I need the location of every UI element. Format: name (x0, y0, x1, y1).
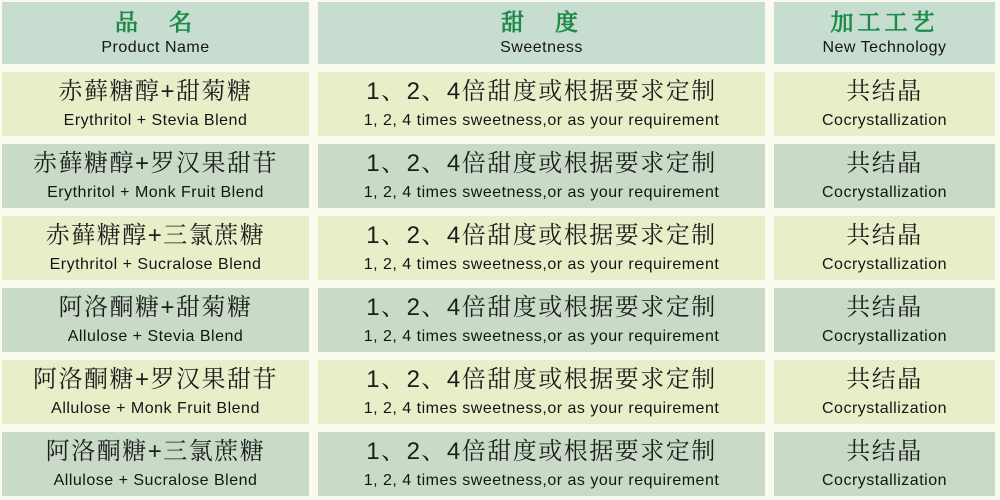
sweetness-cell (318, 288, 765, 352)
technology-zh: 共结晶 (846, 150, 923, 177)
header-cell-sweetness (318, 2, 765, 64)
sweetness-en: 1, 2, 4 times sweetness,or as your requirement (363, 184, 720, 201)
sweetness-en: 1, 2, 4 times sweetness,or as your requirement (363, 328, 720, 345)
product-name-en: Allulose + Sucralose Blend (53, 472, 258, 489)
technology-en: Cocrystallization (822, 184, 947, 201)
technology-cell (774, 360, 995, 424)
sweetness-en: 1, 2, 4 times sweetness,or as your requirement (363, 112, 720, 129)
product-cell (2, 432, 309, 496)
product-cell (2, 360, 309, 424)
product-name-en: Erythritol + Stevia Blend (63, 112, 248, 129)
header-sweetness-zh: 甜 度 (501, 9, 582, 35)
technology-en: Cocrystallization (822, 400, 947, 417)
product-cell (2, 72, 309, 136)
product-name-en: Erythritol + Monk Fruit Blend (47, 184, 264, 201)
sweetness-zh: 1、2、4倍甜度或根据要求定制 (366, 366, 717, 393)
technology-zh: 共结晶 (846, 78, 923, 105)
header-product-zh: 品 名 (115, 9, 196, 35)
header-cell-product (2, 2, 309, 64)
sweetness-cell (318, 432, 765, 496)
product-cell (2, 216, 309, 280)
sweetness-zh: 1、2、4倍甜度或根据要求定制 (366, 222, 717, 249)
sweetness-cell (318, 72, 765, 136)
header-cell-technology (774, 2, 995, 64)
sweetness-zh: 1、2、4倍甜度或根据要求定制 (366, 294, 717, 321)
product-cell (2, 288, 309, 352)
technology-en: Cocrystallization (822, 328, 947, 345)
technology-en: Cocrystallization (822, 472, 947, 489)
product-name-zh: 赤藓糖醇+罗汉果甜苷 (32, 150, 278, 177)
product-name-zh: 阿洛酮糖+三氯蔗糖 (45, 438, 266, 465)
sweetness-en: 1, 2, 4 times sweetness,or as your requirement (363, 256, 720, 273)
header-product-en: Product Name (101, 39, 210, 56)
sweetness-en: 1, 2, 4 times sweetness,or as your requirement (363, 472, 720, 489)
technology-zh: 共结晶 (846, 366, 923, 393)
header-technology-en: New Technology (822, 39, 947, 56)
sweetness-cell (318, 360, 765, 424)
product-name-en: Erythritol + Sucralose Blend (49, 256, 262, 273)
technology-cell (774, 144, 995, 208)
product-name-zh: 阿洛酮糖+罗汉果甜苷 (32, 366, 278, 393)
product-name-zh: 赤藓糖醇+三氯蔗糖 (45, 222, 266, 249)
header-sweetness-en: Sweetness (500, 39, 583, 56)
sweetness-en: 1, 2, 4 times sweetness,or as your requirement (363, 400, 720, 417)
sweetness-zh: 1、2、4倍甜度或根据要求定制 (366, 150, 717, 177)
technology-zh: 共结晶 (846, 294, 923, 321)
product-name-en: Allulose + Monk Fruit Blend (51, 400, 260, 417)
product-name-en: Allulose + Stevia Blend (67, 328, 244, 345)
product-name-zh: 阿洛酮糖+甜菊糖 (58, 294, 253, 321)
product-name-zh: 赤藓糖醇+甜菊糖 (58, 78, 253, 105)
product-cell (2, 144, 309, 208)
sweetness-cell (318, 216, 765, 280)
technology-en: Cocrystallization (822, 112, 947, 129)
technology-zh: 共结晶 (846, 222, 923, 249)
sweetness-cell (318, 144, 765, 208)
technology-cell (774, 216, 995, 280)
header-technology-zh: 加工工艺 (830, 9, 939, 35)
technology-zh: 共结晶 (846, 438, 923, 465)
technology-cell (774, 288, 995, 352)
technology-en: Cocrystallization (822, 256, 947, 273)
technology-cell (774, 72, 995, 136)
sweetness-zh: 1、2、4倍甜度或根据要求定制 (366, 438, 717, 465)
sweetness-zh: 1、2、4倍甜度或根据要求定制 (366, 78, 717, 105)
technology-cell (774, 432, 995, 496)
